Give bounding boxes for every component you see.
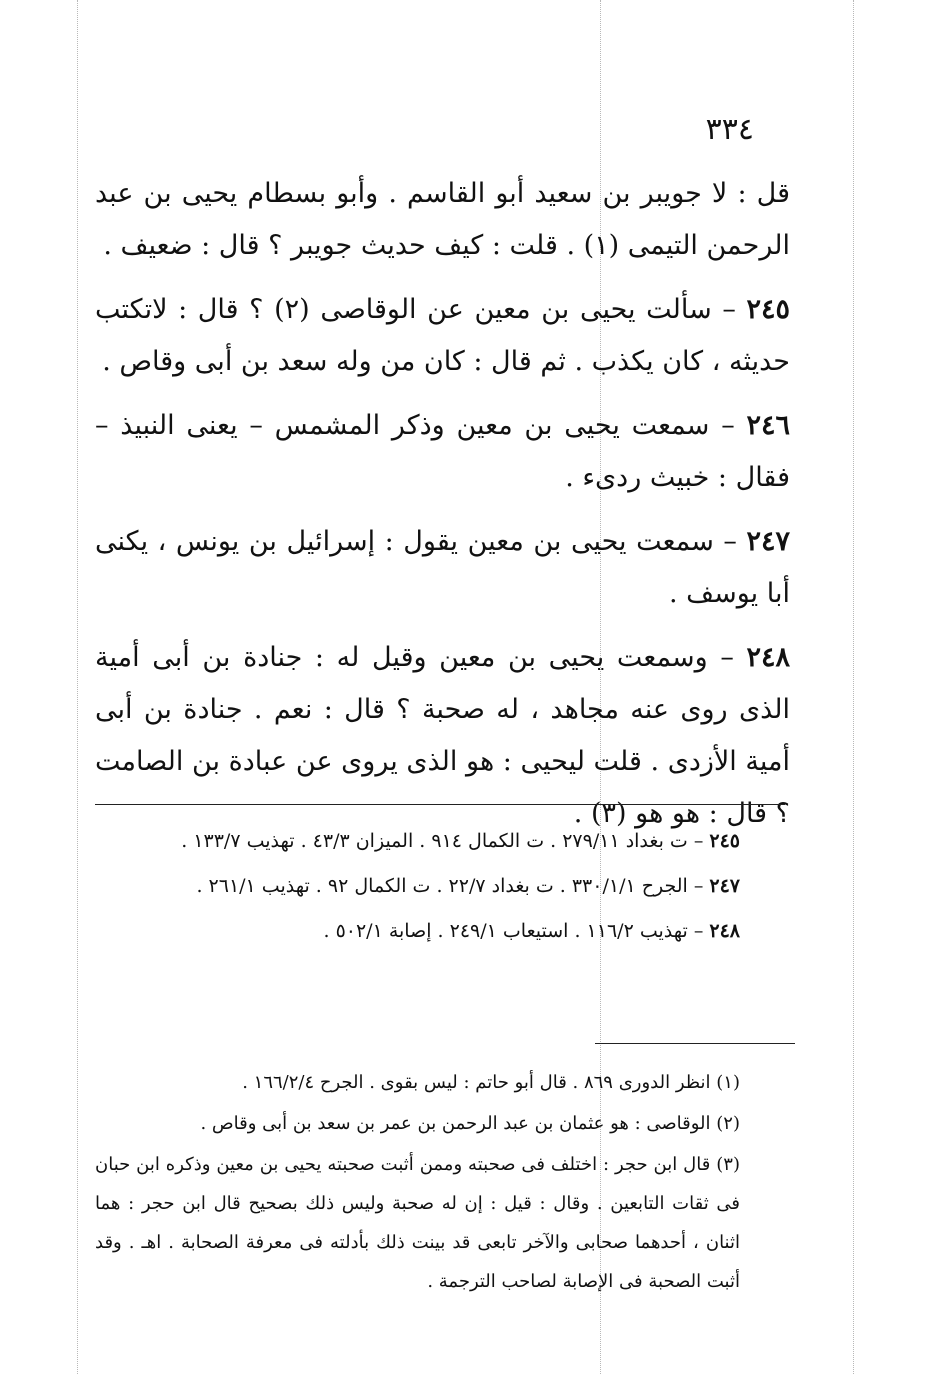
- entry-text: – وسمعت يحيى بن معين وقيل له : جنادة بن أبى أمية الذى روى عنه مجاهد ، له صحبة ؟ قال : نعم . جنادة بن أبى أمية الأزدى . قلت ليحيى : هو الذى يروى عن عبادة بن الصامت ؟ قال : هو هو (٣) .: [95, 642, 790, 829]
- reference-247: [95, 867, 740, 906]
- reference-248: [95, 912, 740, 951]
- reference-245: [95, 822, 740, 861]
- footnote-divider: [95, 804, 785, 805]
- entry-number: ٢٤٨: [746, 642, 790, 673]
- page-number: ٣٣٤: [705, 112, 754, 147]
- margin-guide-line: [853, 0, 854, 1374]
- entry-text: – سمعت يحيى بن معين يقول : إسرائيل بن يونس ، يكنى أبا يوسف .: [95, 526, 790, 609]
- paragraph-246: [95, 400, 790, 504]
- footnote-1: (١) انظر الدورى ٨٦٩ . قال أبو حاتم : ليس بقوى . الجرح ١٦٦/٢/٤ .: [242, 1072, 740, 1093]
- reference-number: ٢٤٧: [709, 875, 740, 897]
- reference-number: ٢٤٨: [709, 920, 740, 942]
- footnote-3: (٣) قال ابن حجر : اختلف فى صحبته وممن أثبت صحبته يحيى بن معين وذكره ابن حبان فى ثقات التابعين . وقال : قيل : إن له صحبة وليس ذلك بصحيح قال ابن حجر : هما اثنان ، أحدهما صحابى والآخر تابعى قد بينت ذلك بأدلته فى معرفة الصحابة . اهـ . وقد أثبت الصحبة فى الإصابة لصاحب الترجمة .: [95, 1154, 740, 1292]
- paragraph-247: [95, 516, 790, 620]
- margin-guide-line: [77, 0, 78, 1374]
- notes-divider: [595, 1043, 795, 1044]
- reference-text: – تهذيب ١١٦/٢ . استيعاب ٢٤٩/١ . إصابة ٥٠٢/١ .: [323, 920, 710, 942]
- reference-text: – ت بغداد ٢٧٩/١١ . ت الكمال ٩١٤ . الميزان ٤٣/٣ . تهذيب ١٣٣/٧ .: [181, 830, 710, 852]
- reference-text: – الجرح ٣٣٠/١/١ . ت بغداد ٢٢/٧ . ت الكمال ٩٢ . تهذيب ٢٦١/١ .: [196, 875, 710, 897]
- paragraph-245: [95, 284, 790, 388]
- main-text: [95, 168, 790, 852]
- entry-text: – سألت يحيى بن معين عن الوقاصى (٢) ؟ قال : لاتكتب حديثه ، كان يكذب . ثم قال : كان من وله سعد بن أبى وقاص .: [95, 294, 790, 377]
- paragraph-248: [95, 632, 790, 840]
- references-block: [95, 822, 740, 957]
- entry-text: – سمعت يحيى بن معين وذكر المشمس – يعنى النبيذ – فقال : خبيث ردىء .: [95, 410, 790, 493]
- footnotes-block: [95, 1063, 740, 1303]
- entry-number: ٢٤٦: [746, 410, 790, 441]
- entry-number: ٢٤٧: [746, 526, 790, 557]
- paragraph: قل : لا جويبر بن سعيد أبو القاسم . وأبو بسطام يحيى بن عبد الرحمن التيمى (١) . قلت : كيف حديث جويبر ؟ قال : ضعيف .: [95, 178, 790, 261]
- reference-number: ٢٤٥: [709, 830, 740, 852]
- entry-number: ٢٤٥: [746, 294, 790, 325]
- footnote-2: (٢) الوقاصى : هو عثمان بن عبد الرحمن بن عمر بن سعد بن أبى وقاص .: [200, 1113, 740, 1134]
